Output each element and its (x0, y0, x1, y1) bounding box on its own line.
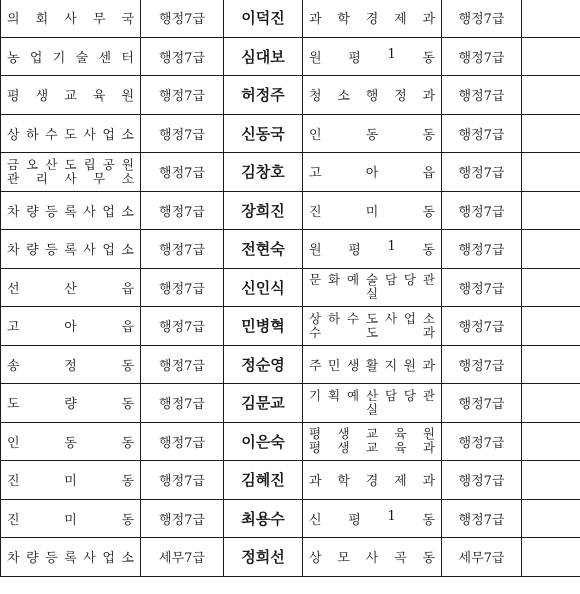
from-department-cell (1, 114, 141, 153)
to-department: 평 생 교 육 과 (309, 440, 435, 456)
to-department-cell (303, 0, 442, 37)
from-department: 상 하 수 도 사 업 소 (7, 127, 134, 143)
grade: 행정7급 (141, 153, 224, 192)
person-name: 김창호 (224, 153, 303, 192)
from-department: 관 리 사 무 소 (7, 170, 134, 186)
new-grade: 세무7급 (442, 538, 522, 577)
grade: 행정7급 (141, 114, 224, 153)
table-row (1, 538, 580, 577)
to-department: 원 평 1 동 (309, 46, 435, 66)
person-name: 이은숙 (224, 422, 303, 461)
from-department-cell (1, 499, 141, 538)
new-grade: 행정7급 (442, 268, 522, 307)
grade: 행정7급 (141, 345, 224, 384)
new-grade: 행정7급 (442, 37, 522, 76)
person-name: 신인식 (224, 268, 303, 307)
remark-cell (522, 114, 580, 153)
to-department-cell (303, 538, 442, 577)
from-department: 인 동 동 (7, 435, 134, 451)
to-department: 과 학 경 제 과 (309, 474, 435, 490)
remark-cell (522, 307, 580, 346)
new-grade: 행정7급 (442, 191, 522, 230)
from-department: 고 아 읍 (7, 320, 134, 336)
from-department: 송 정 동 (7, 358, 134, 374)
remark-cell (522, 0, 580, 37)
person-name: 신동국 (224, 114, 303, 153)
grade: 행정7급 (141, 422, 224, 461)
to-department-cell (303, 76, 442, 115)
from-department-cell (1, 76, 141, 115)
table-row (1, 307, 580, 346)
person-name: 정순영 (224, 345, 303, 384)
person-name: 이덕진 (224, 0, 303, 37)
from-department: 평 생 교 육 원 (7, 89, 134, 105)
to-department: 수 도 과 (309, 324, 435, 340)
grade: 행정7급 (141, 461, 224, 500)
table-row (1, 230, 580, 269)
from-department-cell (1, 153, 141, 192)
table-row (1, 268, 580, 307)
remark-cell (522, 384, 580, 423)
remark-cell (522, 37, 580, 76)
person-name: 민병혁 (224, 307, 303, 346)
new-grade: 행정7급 (442, 0, 522, 37)
remark-cell (522, 268, 580, 307)
new-grade: 행정7급 (442, 499, 522, 538)
from-department: 의 회 사 무 국 (7, 12, 134, 28)
new-grade: 행정7급 (442, 114, 522, 153)
remark-cell (522, 191, 580, 230)
from-department-cell (1, 307, 141, 346)
table-row (1, 191, 580, 230)
table-body (1, 0, 580, 576)
to-department-cell (303, 191, 442, 230)
person-name: 전현숙 (224, 230, 303, 269)
table-row (1, 384, 580, 423)
to-department: 진 미 동 (309, 204, 435, 220)
to-department-cell (303, 307, 442, 346)
table-row (1, 153, 580, 192)
from-department: 진 미 동 (7, 474, 134, 490)
new-grade: 행정7급 (442, 461, 522, 500)
grade: 행정7급 (141, 307, 224, 346)
from-department: 차 량 등 록 사 업 소 (7, 204, 134, 220)
table-row (1, 37, 580, 76)
to-department-cell (303, 384, 442, 423)
to-department: 평 생 교 육 원 (309, 426, 435, 442)
to-department-cell (303, 230, 442, 269)
to-department: 원 평 1 동 (309, 239, 435, 259)
person-name: 허정주 (224, 76, 303, 115)
new-grade: 행정7급 (442, 76, 522, 115)
new-grade: 행정7급 (442, 230, 522, 269)
remark-cell (522, 76, 580, 115)
grade: 행정7급 (141, 384, 224, 423)
to-department-cell (303, 461, 442, 500)
person-name: 김문교 (224, 384, 303, 423)
table-row (1, 345, 580, 384)
from-department: 금 오 산 도 립 공 원 (7, 156, 134, 172)
table-row (1, 461, 580, 500)
from-department-cell (1, 384, 141, 423)
grade: 행정7급 (141, 268, 224, 307)
table-row (1, 422, 580, 461)
table-row (1, 114, 580, 153)
from-department-cell (1, 191, 141, 230)
table-row (1, 499, 580, 538)
person-name: 김혜진 (224, 461, 303, 500)
to-department-cell (303, 37, 442, 76)
to-department-cell (303, 153, 442, 192)
person-name: 심대보 (224, 37, 303, 76)
to-department-cell (303, 499, 442, 538)
to-department: 고 아 읍 (309, 166, 435, 182)
to-department: 상 하 수 도 사 업 소 (309, 310, 435, 326)
to-department: 인 동 동 (309, 127, 435, 143)
to-department: 기 획 예 산 담 당 관 (309, 387, 435, 403)
to-department: 문 화 예 술 담 당 관 (309, 272, 435, 288)
person-name: 정희선 (224, 538, 303, 577)
from-department-cell (1, 0, 141, 37)
table-row (1, 0, 580, 37)
grade: 세무7급 (141, 538, 224, 577)
to-department: 신 평 1 동 (309, 508, 435, 528)
from-department: 차 량 등 록 사 업 소 (7, 551, 134, 567)
grade: 행정7급 (141, 230, 224, 269)
person-name: 최용수 (224, 499, 303, 538)
new-grade: 행정7급 (442, 153, 522, 192)
from-department-cell (1, 230, 141, 269)
remark-cell (522, 538, 580, 577)
from-department-cell (1, 422, 141, 461)
from-department: 농 업 기 술 센 터 (7, 50, 134, 66)
from-department-cell (1, 37, 141, 76)
from-department: 도 량 동 (7, 397, 134, 413)
to-department: 실 (365, 401, 379, 417)
person-name: 장희진 (224, 191, 303, 230)
to-department: 주 민 생 활 지 원 과 (309, 358, 435, 374)
new-grade: 행정7급 (442, 307, 522, 346)
to-department-cell (303, 114, 442, 153)
to-department-cell (303, 422, 442, 461)
remark-cell (522, 153, 580, 192)
to-department: 실 (365, 286, 379, 302)
remark-cell (522, 422, 580, 461)
new-grade: 행정7급 (442, 384, 522, 423)
table-row (1, 76, 580, 115)
from-department-cell (1, 538, 141, 577)
from-department-cell (1, 461, 141, 500)
from-department-cell (1, 268, 141, 307)
grade: 행정7급 (141, 0, 224, 37)
remark-cell (522, 230, 580, 269)
new-grade: 행정7급 (442, 422, 522, 461)
to-department-cell (303, 345, 442, 384)
new-grade: 행정7급 (442, 345, 522, 384)
from-department: 차 량 등 록 사 업 소 (7, 243, 134, 259)
to-department: 과 학 경 제 과 (309, 12, 435, 28)
remark-cell (522, 345, 580, 384)
to-department: 상 모 사 곡 동 (309, 551, 435, 567)
grade: 행정7급 (141, 37, 224, 76)
from-department: 진 미 동 (7, 512, 134, 528)
to-department-cell (303, 268, 442, 307)
remark-cell (522, 499, 580, 538)
grade: 행정7급 (141, 191, 224, 230)
to-department: 청 소 행 정 과 (309, 89, 435, 105)
from-department: 선 산 읍 (7, 281, 134, 297)
remark-cell (522, 461, 580, 500)
from-department-cell (1, 345, 141, 384)
grade: 행정7급 (141, 499, 224, 538)
grade: 행정7급 (141, 76, 224, 115)
